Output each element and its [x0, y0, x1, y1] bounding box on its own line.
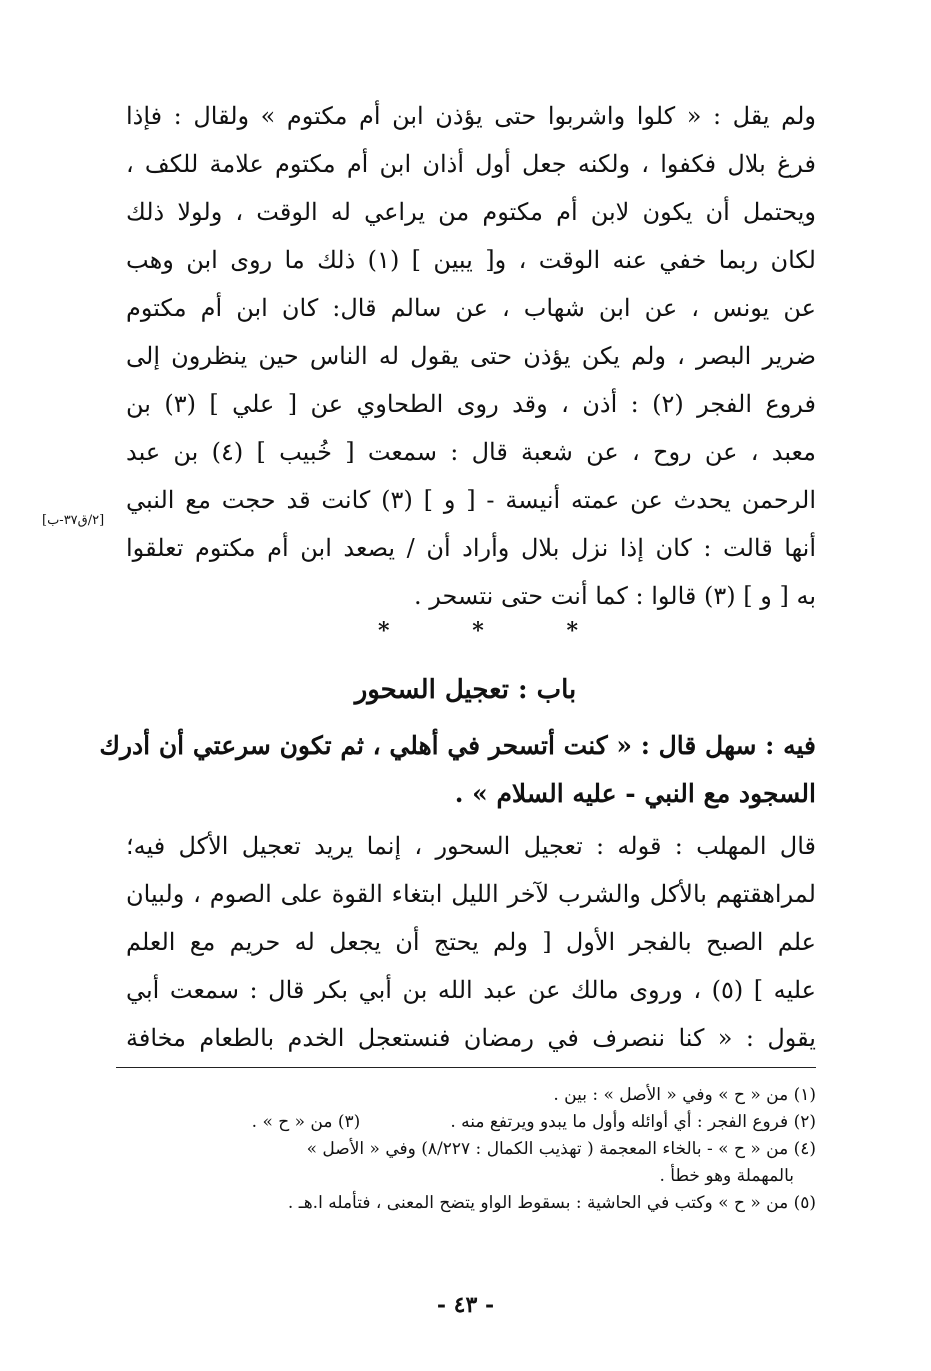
separator-star: * [472, 618, 484, 644]
text-line: أنها قالت : كان إذا نزل بلال وأراد أن / يصعد ابن أم مكتوم تعلقوا [126, 534, 816, 562]
footnote: (٣) من « ح » . [251, 1112, 361, 1132]
text-line: ولم يقل : « كلوا واشربوا حتى يؤذن ابن أم مكتوم » ولقال : فإذا [126, 102, 816, 130]
text-line: فيه : سهل قال : « كنت أتسحر في أهلي ، ثم تكون سرعتي أن أدرك [99, 731, 816, 760]
text-line: ضرير البصر ، ولم يكن يؤذن حتى يقول له الناس حين ينظرون إلى [126, 342, 816, 370]
commentary-paragraph [126, 822, 816, 1062]
text-line: عليه ] (٥) ، وروى مالك عن عبد الله بن أبي بكر قال : سمعت أبي [126, 976, 817, 1004]
text-line: فرغ بلال فكفوا ، ولكنه جعل أول أذان ابن أم مكتوم علامة للكف ، [126, 150, 816, 178]
text-line: لكان ربما خفي عنه الوقت ، و[ يبين ] (١) ذلك ما روى ابن وهب [126, 246, 816, 274]
footnote-continuation: بالمهملة وهو خطأ . [659, 1166, 794, 1186]
text-line: علم الصبح بالفجر الأول [ ولم يحتج أن يجعل له حريم مع العلم [126, 928, 816, 956]
footnote-divider [116, 1067, 816, 1068]
section-separator [378, 616, 578, 646]
text-line: فروع الفجر (٢) : أذن ، وقد روى الطحاوي عن [ علي ] (٣) بن [126, 390, 816, 418]
hadith-text [99, 722, 816, 818]
text-line: يقول : « كنا ننصرف في رمضان فنستعجل الخدم بالطعام مخافة [126, 1024, 816, 1052]
main-paragraph [126, 92, 816, 620]
page-number: - ٤٣ - [436, 1292, 495, 1318]
footnote: (١) من « ح » وفي « الأصل » : بين . [553, 1085, 816, 1105]
footnote: (٤) من « ح » - بالخاء المعجمة ( تهذيب الكمال : ٨/٢٢٧) وفي « الأصل » [306, 1139, 816, 1159]
footnote-row [116, 1109, 816, 1136]
chapter-title: باب : تعجيل السحور [354, 675, 577, 705]
manuscript-folio-note: [٢/ق٣٧-ب] [42, 513, 105, 528]
text-line: عن يونس ، عن ابن شهاب ، عن سالم قال: كان ابن أم مكتوم [126, 294, 816, 322]
footnotes [116, 1082, 816, 1217]
text-line: به [ و ] (٣) قالوا : كما أنت حتى نتسحر . [414, 582, 816, 610]
separator-star: * [378, 618, 390, 644]
text-line: ويحتمل أن يكون لابن أم مكتوم من يراعي له الوقت ، ولولا ذلك [126, 198, 816, 226]
text-line: لمراهقتهم بالأكل والشرب لآخر الليل ابتغاء القوة على الصوم ، ولبيان [126, 880, 816, 908]
text-line: قال المهلب : قوله : تعجيل السحور ، إنما يريد تعجيل الأكل فيه؛ [126, 832, 816, 860]
footnote: (٢) فروع الفجر : أي أوائله وأول ما يبدو ويرتفع منه . [450, 1112, 816, 1132]
text-line: الرحمن يحدث عن عمته أنيسة - [ و ] (٣) كانت قد حجت مع النبي [126, 486, 816, 514]
text-line: معبد ، عن روح ، عن شعبة قال : سمعت [ خُبيب ] (٤) بن عبد [126, 438, 816, 466]
text-line: السجود مع النبي - عليه السلام » . [454, 779, 816, 808]
footnote: (٥) من « ح » وكتب في الحاشية : بسقوط الواو يتضح المعنى ، فتأمله ا.هـ . [287, 1193, 816, 1213]
separator-star: * [566, 618, 578, 644]
